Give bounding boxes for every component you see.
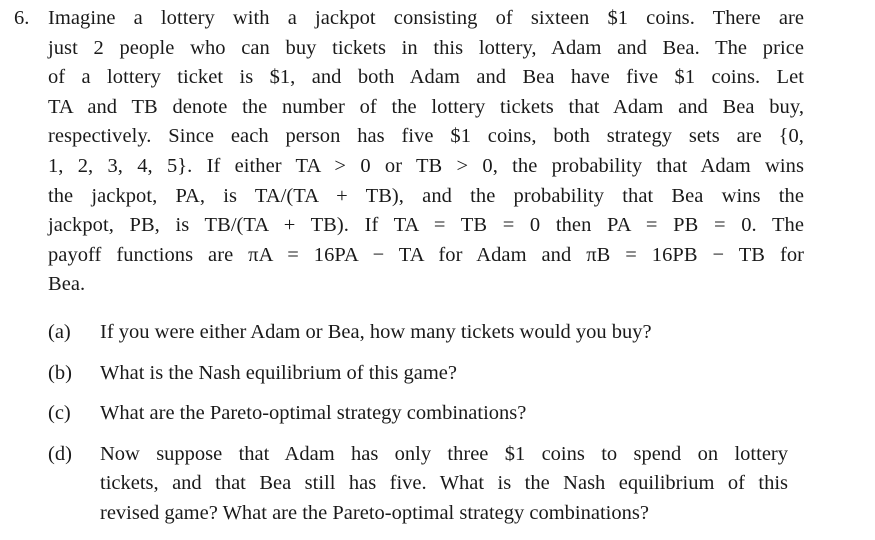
part-line: tickets, and that Bea still has five. What is the Nash equilibrium of this	[100, 472, 788, 495]
problem-statement	[48, 4, 804, 300]
problem-line: of a lottery ticket is $1, and both Adam and Bea have five $1 coins. Let	[48, 66, 804, 89]
part-b	[48, 359, 788, 389]
problem-line: payoff functions are πA = 16PA − TA for Adam and πB = 16PB − TB for	[48, 243, 804, 266]
part-label: (b)	[48, 361, 72, 384]
problem-line: jackpot, PB, is TB/(TA + TB). If TA = TB = 0 then PA = PB = 0. The	[48, 214, 804, 237]
problem-6	[14, 4, 804, 300]
problem-line: TA and TB denote the number of the lottery tickets that Adam and Bea buy,	[48, 95, 804, 118]
part-line: What is the Nash equilibrium of this game?	[100, 361, 457, 384]
part-line: revised game? What are the Pareto-optimal strategy combinations?	[100, 501, 649, 524]
problem-line: Bea.	[48, 273, 86, 296]
part-d	[48, 440, 788, 529]
problem-line: just 2 people who can buy tickets in this lottery, Adam and Bea. The price	[48, 36, 804, 59]
problem-line: the jackpot, PA, is TA/(TA + TB), and the probability that Bea wins the	[48, 184, 804, 207]
problem-line: Imagine a lottery with a jackpot consisting of sixteen $1 coins. There are	[48, 7, 804, 29]
problem-parts	[48, 318, 788, 540]
part-label: (a)	[48, 321, 71, 343]
part-a	[48, 318, 788, 348]
problem-line: respectively. Since each person has five $1 coins, both strategy sets are {0,	[48, 125, 804, 148]
problem-number: 6.	[14, 7, 30, 29]
part-label: (d)	[48, 442, 72, 465]
problem-line: 1, 2, 3, 4, 5}. If either TA > 0 or TB > 0, the probability that Adam wins	[48, 154, 804, 177]
part-label: (c)	[48, 402, 71, 425]
part-line: What are the Pareto-optimal strategy combinations?	[100, 402, 527, 425]
part-line: If you were either Adam or Bea, how many tickets would you buy?	[100, 321, 652, 343]
part-c	[48, 399, 788, 429]
part-line: Now suppose that Adam has only three $1 coins to spend on lottery	[100, 442, 788, 465]
